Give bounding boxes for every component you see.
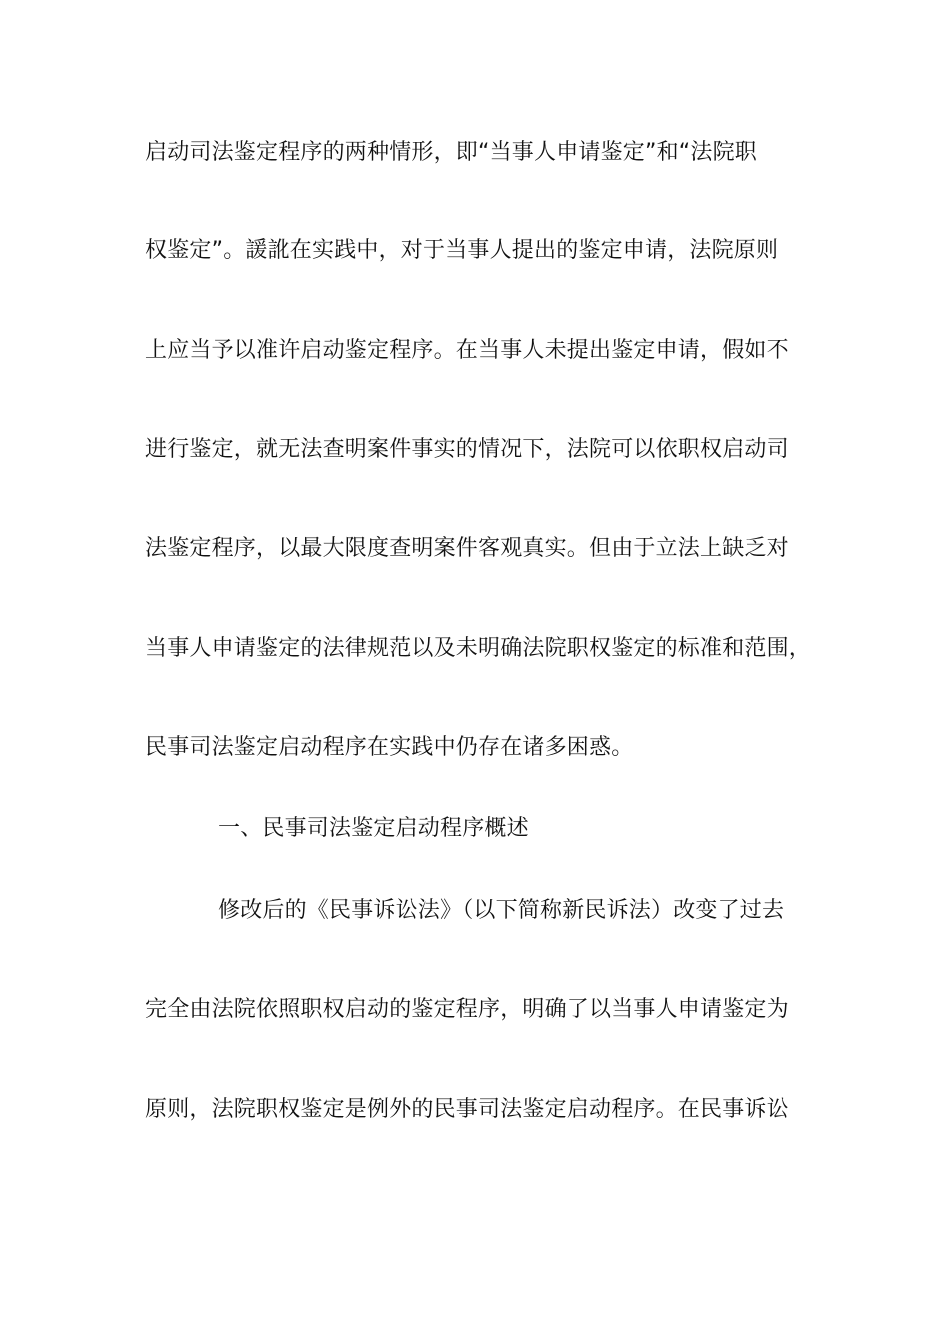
section-heading: 一、民事司法鉴定启动程序概述 xyxy=(218,816,529,841)
paragraph2-line-3: 原则，法院职权鉴定是例外的民事司法鉴定启动程序。在民事诉讼 xyxy=(145,1097,789,1122)
paragraph-line-3: 上应当予以准许启动鉴定程序。在当事人未提出鉴定申请，假如不 xyxy=(145,338,789,363)
paragraph2-line-1: 修改后的《民事诉讼法》（以下简称新民诉法）改变了过去 xyxy=(218,898,785,923)
paragraph2-line-2: 完全由法院依照职权启动的鉴定程序，明确了以当事人申请鉴定为 xyxy=(145,997,789,1022)
paragraph-line-7: 民事司法鉴定启动程序在实践中仍存在诸多困惑。 xyxy=(145,735,634,760)
paragraph-line-6: 当事人申请鉴定的法律规范以及未明确法院职权鉴定的标准和范围， xyxy=(145,636,812,661)
paragraph-line-4: 进行鉴定，就无法查明案件事实的情况下，法院可以依职权启动司 xyxy=(145,437,789,462)
paragraph-line-2: 权鉴定”。諼訛在实践中，对于当事人提出的鉴定申请，法院原则 xyxy=(145,238,779,263)
paragraph-line-1: 启动司法鉴定程序的两种情形，即“当事人申请鉴定”和“法院职 xyxy=(145,140,757,165)
paragraph-line-5: 法鉴定程序，以最大限度查明案件客观真实。但由于立法上缺乏对 xyxy=(145,536,789,561)
